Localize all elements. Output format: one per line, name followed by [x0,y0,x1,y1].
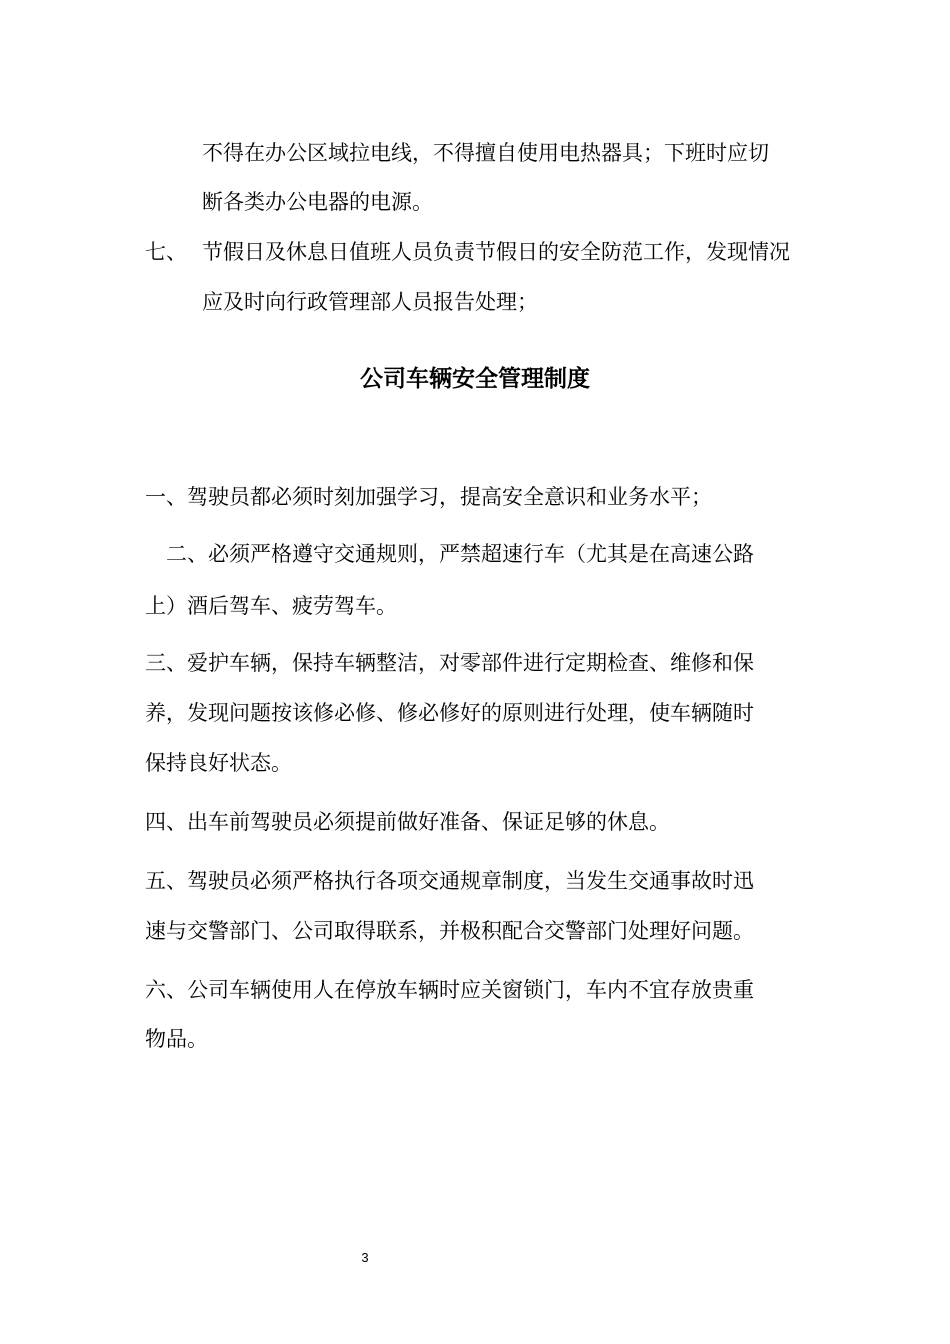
rule-1-line-1: 一、驾驶员都必须时刻加强学习，提高安全意识和业务水平； [145,485,712,509]
rule-2-line-2: 上）酒后驾车、疲劳驾车。 [145,594,397,618]
item-seven-line-1: 节假日及休息日值班人员负责节假日的安全防范工作，发现情况 [202,240,790,264]
item-seven-number: 七、 [145,240,187,264]
rule-2-line-1: 二、必须严格遵守交通规则，严禁超速行车（尤其是在高速公路 [166,542,754,566]
rule-4-line-1: 四、出车前驾驶员必须提前做好准备、保证足够的休息。 [145,810,670,834]
rule-5-line-1: 五、驾驶员必须严格执行各项交通规章制度，当发生交通事故时迅 [145,869,754,893]
continuation-line-2: 断各类办公电器的电源。 [202,190,433,214]
section-title: 公司车辆安全管理制度 [360,366,590,392]
continuation-line-1: 不得在办公区域拉电线，不得擅自使用电热器具；下班时应切 [202,141,769,165]
rule-6-line-2: 物品。 [145,1027,208,1051]
rule-3-line-2: 养，发现问题按该修必修、修必修好的原则进行处理，使车辆随时 [145,701,754,725]
rule-3-line-1: 三、爱护车辆，保持车辆整洁，对零部件进行定期检查、维修和保 [145,651,754,675]
page-number: 3 [361,1250,369,1265]
rule-3-line-3: 保持良好状态。 [145,751,292,775]
rule-5-line-2: 速与交警部门、公司取得联系，并极积配合交警部门处理好问题。 [145,919,754,943]
rule-6-line-1: 六、公司车辆使用人在停放车辆时应关窗锁门，车内不宜存放贵重 [145,978,754,1002]
item-seven-line-2: 应及时向行政管理部人员报告处理； [202,290,538,314]
